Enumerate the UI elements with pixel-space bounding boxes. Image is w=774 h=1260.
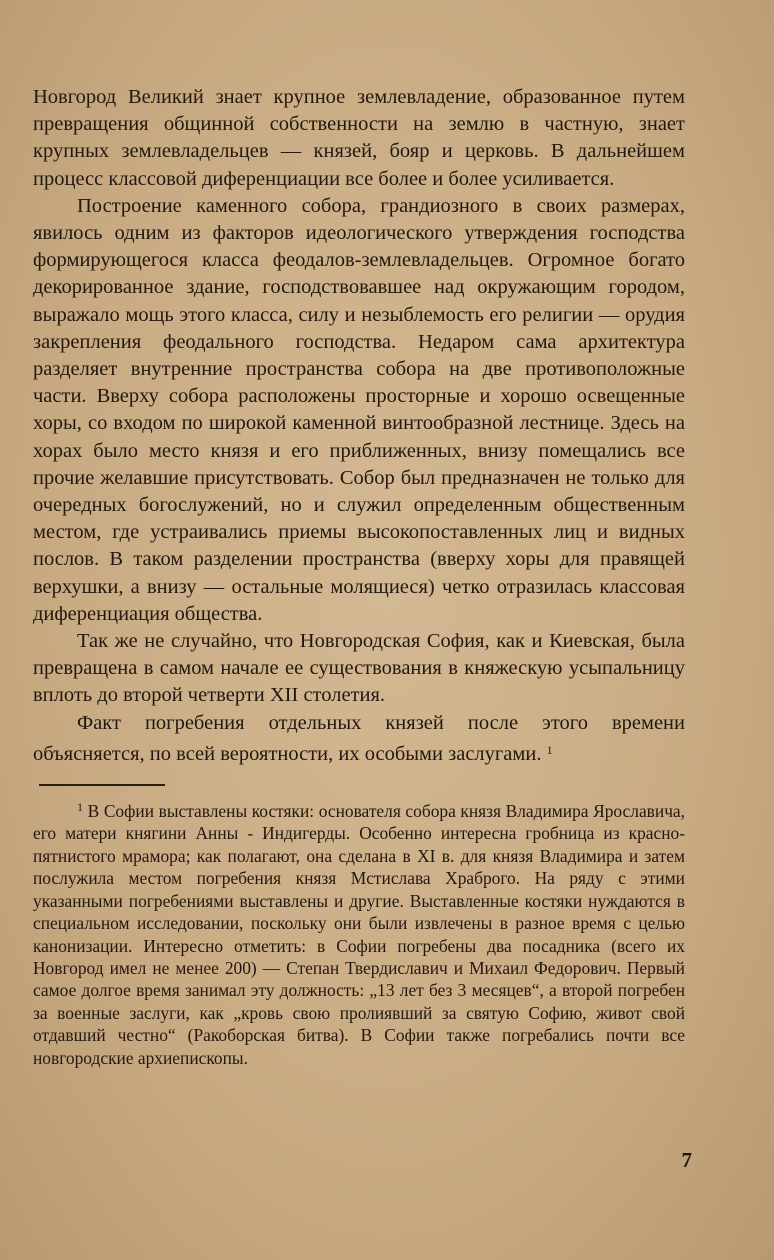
paragraph-3: Так же не случайно, что Новгородская София, как и Киевская, была превращена в самом начале ее существования в княжескую усыпальницу вплоть до второй четверти XII столетия. [33, 630, 685, 707]
body-text [33, 84, 685, 768]
footnote [33, 796, 685, 1069]
page-content [33, 84, 685, 1069]
paragraph-4-text: Факт погребения отдельных князей после этого времени объясняется, по всей вероятности, их особыми заслугами. [33, 711, 685, 765]
paragraph-2: Построение каменного собора, грандиозного в своих размерах, явилось одним из факторов идеологического утверждения господства формирующегося класса феодалов-землевладельцев. Огромное богато декорированное здание, господствовавшее над окружающим городом, выражало мощь этого класса, силу и незыблемость его религии — орудия закрепления феодального господства. Недаром сама архитектура разделяет внутренние пространства собора на две противоположные части. Вверху собора расположены просторные и хорошо освещенные хоры, со входом по широкой каменной винтообразной лестнице. Здесь на хорах было место князя и его приближенных, внизу помещались все прочие желавшие присутствовать. Собор был предназначен не только для очередных богослужений, но и служил определенным общественным местом, где устраивались приемы высокопоставленных лиц и видных послов. В таком разделении пространства (вверху хоры для правящей верхушки, а внизу — остальные молящиеся) четко отразилась классовая диференциация общества. [33, 194, 685, 625]
page-number: 7 [681, 1148, 692, 1172]
footnote-reference: 1 [546, 742, 553, 757]
footnote-marker: 1 [77, 800, 83, 815]
paragraph-4 [33, 710, 685, 768]
footnote-text: В Софии выставлены костяки: основателя собора князя Владимира Ярославича, его матери княгини Анны - Индигерды. Особенно интересна гробница из красно-пятнистого мрамора; как полагают, она сделана в XI в. для князя Владимира и затем послужила местом погребения князя Мстислава Храброго. На ряду с этими указанными погребениями выставлены и другие. Выставленные костяки нуждаются в специальном исследовании, поскольку они были извлечены в разное время с целью канонизации. Интересно отметить: в Софии погребены два посадника (всего их Новгород имел не менее 200) — Степан Твердиславич и Михаил Федорович. Первый самое долгое время занимал эту должность: „13 лет без 3 месяцев“, а второй погребен за военные заслуги, как „кровь свою пролиявший за святую Софию, живот свой отдавший честно“ (Ракоборская битва). В Софии также погребались почти все новгородские архиепископы. [33, 801, 686, 1068]
footnote-divider [39, 784, 165, 786]
paragraph-1: Новгород Великий знает крупное землевладение, образованное путем превращения общинной собственности на землю в частную, знает крупных землевладельцев — князей, бояр и церковь. В дальнейшем процесс классовой диференциации все более и более усиливается. [33, 86, 685, 190]
